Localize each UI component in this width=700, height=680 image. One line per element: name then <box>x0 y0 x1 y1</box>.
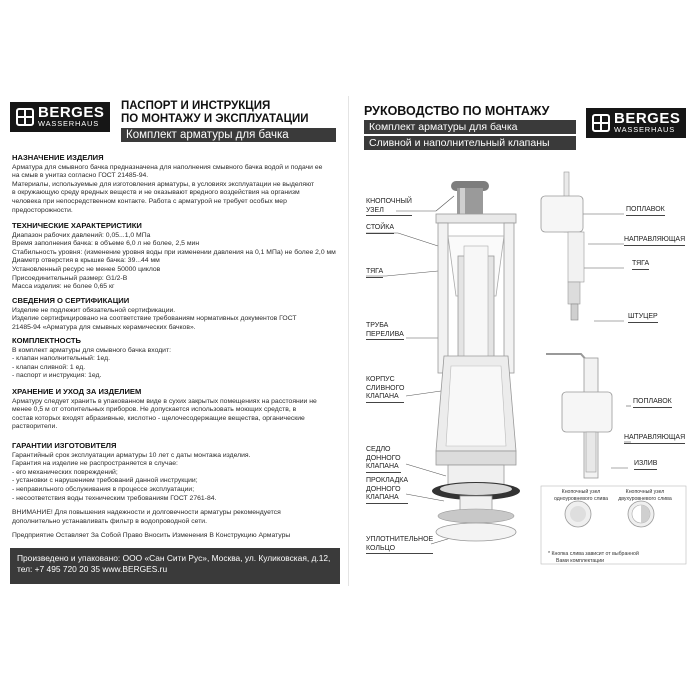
label-line: ДОННОГО <box>366 485 401 493</box>
footnote-line2: Вами комплектации <box>556 558 605 564</box>
section-certification <box>12 297 342 332</box>
logo-brand: BERGES <box>614 110 681 127</box>
section-title: СВЕДЕНИЯ О СЕРТИФИКАЦИИ <box>12 296 130 305</box>
section-line: в окружающую среду вредных веществ и не оказывают вредного воздействия на организм <box>12 189 300 197</box>
section-line: Арматуру следует хранить в упакованном виде в сухих закрытых помещениях на расстоянии не <box>12 397 317 405</box>
section-line: Масса изделия: не более 0,65 кг <box>12 283 115 291</box>
section-line: дополнительно устанавливать фильтр в водопроводной сети. <box>12 517 207 525</box>
label-rod-right: ТЯГА <box>632 260 649 270</box>
fill-valve-top-drawing <box>541 172 584 320</box>
knob-single-caption: Кнопочный узел одноуровневого слива <box>553 489 609 502</box>
label-line: ПЕРЕЛИВА <box>366 331 404 341</box>
section-title: ХРАНЕНИЕ И УХОД ЗА ИЗДЕЛИЕМ <box>12 387 142 396</box>
installation-subtitle-2: Сливной и наполнительный клапаны <box>364 136 576 150</box>
valves-diagram <box>356 96 691 586</box>
logo-sub: WASSERHAUS <box>614 125 676 134</box>
section-line: - клапан наполнительный: 1ед. <box>12 355 110 363</box>
section-line: Стабильность уровня: (изменение уровня воды при изменении давления на 0,1 МПа) не более 2,0 мм <box>12 248 336 256</box>
label-line: КЛАПАНА <box>366 393 404 403</box>
label-line: КЛАПАНА <box>366 494 408 504</box>
section-line: менее 0,5 м от отопительных приборов. Не допускается использовать моющих средств, в <box>12 406 297 414</box>
section-line: Диаметр отверстия в крышке бачка: 39...44 мм <box>12 257 160 265</box>
section-line: Время заполнения бачка: в объеме 6,0 л не более, 2,5 мин <box>12 240 200 248</box>
section-line: Диапазон рабочих давлений: 0,05...1,0 МПа <box>12 231 151 239</box>
label-line: СЕДЛО <box>366 446 391 453</box>
section-line: Установленный ресурс не менее 50000 циклов <box>12 265 161 273</box>
section-line: - неправильного обслуживания в процессе эксплуатации; <box>12 485 195 493</box>
label-knob-unit <box>366 198 412 216</box>
label-float-top: ПОПЛАВОК <box>626 206 665 216</box>
section-line: Присоединительный размер: G1/2-B <box>12 274 128 282</box>
section-line: - клапан сливной: 1 ед. <box>12 363 86 371</box>
logo-brand: BERGES <box>38 104 105 121</box>
section-line: Гарантийный срок эксплуатации арматуры 10 лет с даты монтажа изделия. <box>12 451 251 459</box>
installation-page <box>356 96 691 586</box>
label-line: КОЛЬЦО <box>366 545 433 555</box>
section-storage <box>12 388 342 432</box>
footnote-line1: * Кнопка слива зависит от выбранной <box>548 551 639 557</box>
section-line: Изделие сертифицировано на соответствие требованиям нормативных документов ГОСТ <box>12 315 297 323</box>
footer-address: Произведено и упаковано: ООО «Сан Сити Рус», Москва, ул. Куликовская, д.12, <box>17 553 331 563</box>
section-line: Арматура для смывного бачка предназначена для наполнения смывного бачка водой и подачи ее <box>12 163 323 171</box>
label-line: ТРУБА <box>366 322 389 329</box>
label-line: УПЛОТНИТЕЛЬНОЕ <box>366 536 434 543</box>
section-line: - установки с нарушением требований данной инструкции; <box>12 477 198 485</box>
flush-valve-drawing <box>432 181 520 541</box>
section-line: 21485-94 «Арматура для смывных керамических бачков». <box>12 323 196 331</box>
label-float-bottom: ПОПЛАВОК <box>633 398 672 408</box>
label-line: КЛАПАНА <box>366 463 401 473</box>
section-title: НАЗНАЧЕНИЕ ИЗДЕЛИЯ <box>12 153 104 162</box>
section-line: Предприятие Оставляет За Собой Право Вносить Изменения В Конструкцию Арматуры <box>12 532 291 540</box>
label-valve-seat <box>366 446 401 473</box>
passport-subtitle: Комплект арматуры для бачка <box>121 128 336 142</box>
label-spout: ИЗЛИВ <box>634 460 657 470</box>
section-title: КОМПЛЕКТНОСТЬ <box>12 336 81 345</box>
label-seal-ring <box>366 536 433 554</box>
manufacturer-footer <box>10 548 340 584</box>
label-guide-bottom: НАПРАВЛЯЮЩАЯ <box>624 434 685 444</box>
installation-subtitle-1: Комплект арматуры для бачка <box>364 120 576 134</box>
brand-logo <box>10 102 110 132</box>
fill-valve-bottom-drawing <box>546 354 612 478</box>
label-fitting: ШТУЦЕР <box>628 313 658 323</box>
section-specs <box>12 222 342 292</box>
section-line: человека при непосредственном контакте. Работа с арматурой не требует особых мер <box>12 197 287 205</box>
page-divider <box>348 96 349 586</box>
section-line: - паспорт и инструкция: 1ед. <box>12 372 102 380</box>
label-rod: ТЯГА <box>366 268 383 278</box>
section-line: В комплект арматуры для смывного бачка входит: <box>12 346 171 354</box>
passport-title-line2: ПО МОНТАЖУ И ЭКСПЛУАТАЦИИ <box>121 113 309 125</box>
section-line: - несоответствия воды техническим требованиям ГОСТ 2761-84. <box>12 494 217 502</box>
section-line: ВНИМАНИЕ! Для повышения надежности и долговечности арматуры рекомендуется <box>12 509 281 517</box>
section-line: на смыв в унитаз согласно ГОСТ 21485-94. <box>12 172 149 180</box>
label-valve-body <box>366 376 404 403</box>
section-warranty <box>12 442 342 541</box>
section-line: предосторожности. <box>12 206 73 214</box>
installation-title: РУКОВОДСТВО ПО МОНТАЖУ <box>364 104 550 118</box>
passport-title-line1: ПАСПОРТ И ИНСТРУКЦИЯ <box>121 100 271 112</box>
section-line: Гарантия на изделие не распространяется в случае: <box>12 460 178 468</box>
knob-double-caption: Кнопочный узел двухуровневого слива <box>618 489 672 502</box>
passport-page <box>6 96 341 586</box>
section-line: состав которых входят абразивные, кислотно - щелочесодержащие вещества, органические <box>12 414 305 422</box>
section-line: Материалы, используемые для изготовления арматуры, в условиях эксплуатации не выделяют <box>12 180 315 188</box>
logo-sub: WASSERHAUS <box>38 119 100 128</box>
section-purpose <box>12 154 342 215</box>
section-line: - его механических повреждений; <box>12 468 118 476</box>
section-title: ГАРАНТИИ ИЗГОТОВИТЕЛЯ <box>12 441 117 450</box>
logo-mark-icon <box>16 108 34 126</box>
label-guide-top: НАПРАВЛЯЮЩАЯ <box>624 236 685 246</box>
label-line: КНОПОЧНЫЙ <box>366 198 412 205</box>
passport-header <box>121 100 336 142</box>
section-line: растворители. <box>12 423 58 431</box>
label-line: ДОННОГО <box>366 454 401 462</box>
label-valve-gasket <box>366 477 408 504</box>
label-stand: СТОЙКА <box>366 224 394 234</box>
label-line: УЗЕЛ <box>366 207 412 217</box>
label-line: КОРПУС <box>366 376 395 383</box>
section-contents <box>12 337 342 381</box>
section-line: Изделие не подлежит обязательной сертификации. <box>12 306 176 314</box>
label-overflow-pipe <box>366 322 404 340</box>
label-line: СЛИВНОГО <box>366 384 405 392</box>
section-title: ТЕХНИЧЕСКИЕ ХАРАКТЕРИСТИКИ <box>12 221 142 230</box>
footer-contacts: тел: +7 495 720 20 35 www.BERGES.ru <box>17 564 168 574</box>
label-line: ПРОКЛАДКА <box>366 477 409 484</box>
